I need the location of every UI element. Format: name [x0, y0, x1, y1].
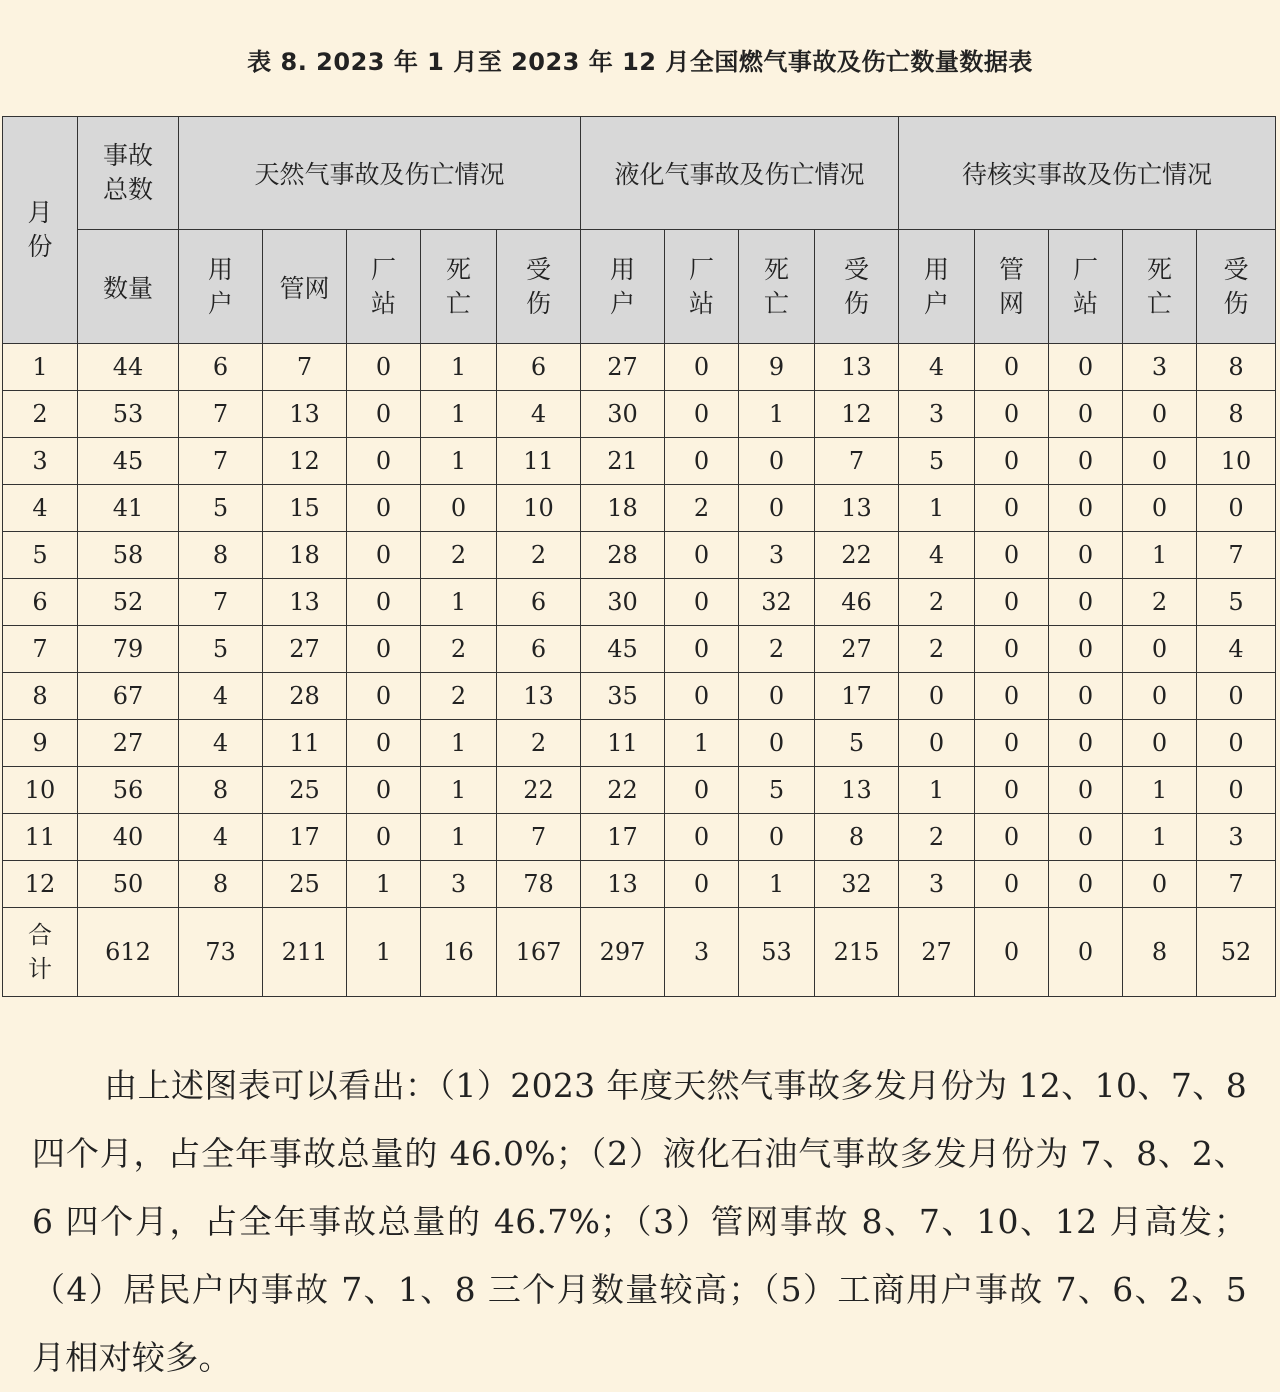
table-cell: 11 — [497, 438, 581, 485]
table-cell: 17 — [263, 814, 347, 861]
table-cell: 0 — [1123, 438, 1197, 485]
table-cell: 0 — [975, 767, 1049, 814]
month-cell: 10 — [3, 767, 78, 814]
table-cell: 3 — [1197, 814, 1276, 861]
table-cell: 35 — [581, 673, 665, 720]
table-row — [3, 673, 1276, 720]
table-cell: 10 — [1197, 438, 1276, 485]
table-cell: 1 — [421, 814, 497, 861]
table-cell: 1 — [665, 720, 739, 767]
table-cell: 1 — [899, 767, 975, 814]
table-cell: 1 — [1123, 814, 1197, 861]
table-cell: 44 — [78, 344, 179, 391]
total-cell: 53 — [739, 908, 815, 997]
table-cell: 4 — [179, 673, 263, 720]
table-cell: 8 — [179, 767, 263, 814]
table-cell: 5 — [739, 767, 815, 814]
table-cell: 0 — [1123, 391, 1197, 438]
table-cell: 27 — [815, 626, 899, 673]
table-cell: 0 — [347, 485, 421, 532]
table-cell: 0 — [975, 485, 1049, 532]
table-cell: 0 — [1123, 861, 1197, 908]
header-lpg-injury: 受伤 — [815, 230, 899, 344]
table-cell: 0 — [665, 767, 739, 814]
table-cell: 0 — [739, 673, 815, 720]
total-row — [3, 908, 1276, 997]
total-cell: 52 — [1197, 908, 1276, 997]
table-cell: 0 — [975, 438, 1049, 485]
table-cell: 0 — [739, 438, 815, 485]
table-cell: 0 — [347, 720, 421, 767]
month-cell: 9 — [3, 720, 78, 767]
table-cell: 13 — [581, 861, 665, 908]
table-cell: 30 — [581, 579, 665, 626]
table-cell: 1 — [421, 438, 497, 485]
total-cell: 8 — [1123, 908, 1197, 997]
table-cell: 27 — [78, 720, 179, 767]
header-ng-user: 用户 — [179, 230, 263, 344]
table-cell: 46 — [815, 579, 899, 626]
header-lpg-user: 用户 — [581, 230, 665, 344]
table-cell: 0 — [421, 485, 497, 532]
table-cell: 7 — [815, 438, 899, 485]
table-cell: 8 — [1197, 391, 1276, 438]
table-cell: 0 — [1049, 626, 1123, 673]
table-cell: 8 — [815, 814, 899, 861]
summary-text: 由上述图表可以看出：（1）2023 年度天然气事故多发月份为 12、10、7、8 四个月，占全年事故总量的 46.0%；（2）液化石油气事故多发月份为 7、8、2、6 四个月，占全年事故总量的 46.7%；（3）管网事故 8、7、10、12 月高发；（4）居民户内事故 7、1、8 三个月数量较高；（5）工商用户事故 7、6、2、5 月相对较多。 — [32, 1066, 1247, 1377]
header-ng-death: 死亡 — [421, 230, 497, 344]
table-cell: 4 — [179, 814, 263, 861]
total-cell: 612 — [78, 908, 179, 997]
summary-paragraph — [32, 1052, 1247, 1392]
table-cell: 2 — [497, 532, 581, 579]
table-cell: 13 — [263, 579, 347, 626]
total-cell: 215 — [815, 908, 899, 997]
month-cell: 11 — [3, 814, 78, 861]
header-pending-station: 厂站 — [1049, 230, 1123, 344]
table-cell: 1 — [739, 391, 815, 438]
table-cell: 0 — [665, 673, 739, 720]
table-cell: 27 — [581, 344, 665, 391]
table-cell: 6 — [497, 579, 581, 626]
table-cell: 0 — [1049, 720, 1123, 767]
table-cell: 0 — [347, 814, 421, 861]
table-cell: 13 — [815, 485, 899, 532]
table-cell: 1 — [421, 720, 497, 767]
table-cell: 2 — [899, 579, 975, 626]
table-cell: 0 — [1049, 579, 1123, 626]
header-natural-gas: 天然气事故及伤亡情况 — [179, 117, 581, 230]
table-cell: 2 — [665, 485, 739, 532]
table-cell: 1 — [1123, 532, 1197, 579]
table-cell: 28 — [263, 673, 347, 720]
table-cell: 0 — [1049, 485, 1123, 532]
table-cell: 12 — [263, 438, 347, 485]
month-cell: 4 — [3, 485, 78, 532]
table-row — [3, 485, 1276, 532]
month-cell: 2 — [3, 391, 78, 438]
table-cell: 4 — [179, 720, 263, 767]
table-cell: 1 — [347, 861, 421, 908]
table-cell: 0 — [975, 861, 1049, 908]
table-cell: 18 — [581, 485, 665, 532]
table-cell: 0 — [1049, 438, 1123, 485]
table-cell: 0 — [665, 391, 739, 438]
table-cell: 5 — [815, 720, 899, 767]
table-cell: 2 — [1123, 579, 1197, 626]
table-cell: 8 — [1197, 344, 1276, 391]
table-cell: 0 — [975, 579, 1049, 626]
table-cell: 0 — [1123, 626, 1197, 673]
table-cell: 2 — [899, 626, 975, 673]
table-cell: 3 — [739, 532, 815, 579]
month-cell: 7 — [3, 626, 78, 673]
table-row — [3, 720, 1276, 767]
total-cell: 0 — [1049, 908, 1123, 997]
table-cell: 0 — [1123, 673, 1197, 720]
table-cell: 1 — [421, 579, 497, 626]
table-cell: 78 — [497, 861, 581, 908]
table-cell: 6 — [497, 626, 581, 673]
table-cell: 22 — [815, 532, 899, 579]
table-cell: 2 — [739, 626, 815, 673]
table-cell: 0 — [1049, 673, 1123, 720]
table-cell: 0 — [739, 485, 815, 532]
header-pending: 待核实事故及伤亡情况 — [899, 117, 1276, 230]
table-cell: 7 — [179, 438, 263, 485]
table-row — [3, 861, 1276, 908]
table-row — [3, 438, 1276, 485]
table-cell: 0 — [1049, 532, 1123, 579]
table-cell: 22 — [497, 767, 581, 814]
table-cell: 0 — [1049, 767, 1123, 814]
table-cell: 13 — [497, 673, 581, 720]
month-cell: 1 — [3, 344, 78, 391]
table-cell: 3 — [1123, 344, 1197, 391]
table-row — [3, 344, 1276, 391]
table-cell: 0 — [975, 344, 1049, 391]
table-cell: 0 — [975, 532, 1049, 579]
total-cell: 297 — [581, 908, 665, 997]
table-cell: 0 — [347, 767, 421, 814]
table-cell: 0 — [665, 438, 739, 485]
table-cell: 0 — [665, 861, 739, 908]
table-cell: 8 — [179, 532, 263, 579]
header-ng-injury: 受伤 — [497, 230, 581, 344]
table-row — [3, 579, 1276, 626]
table-cell: 0 — [1123, 720, 1197, 767]
table-cell: 0 — [1197, 673, 1276, 720]
table-cell: 0 — [347, 626, 421, 673]
table-cell: 0 — [975, 720, 1049, 767]
table-cell: 0 — [739, 720, 815, 767]
table-cell: 52 — [78, 579, 179, 626]
total-cell: 167 — [497, 908, 581, 997]
table-cell: 10 — [497, 485, 581, 532]
table-cell: 13 — [815, 344, 899, 391]
table-cell: 0 — [1197, 767, 1276, 814]
table-cell: 7 — [179, 579, 263, 626]
header-pending-pipe: 管网 — [975, 230, 1049, 344]
table-cell: 0 — [1049, 861, 1123, 908]
table-cell: 0 — [1123, 485, 1197, 532]
header-ng-pipe: 管网 — [263, 230, 347, 344]
table-cell: 0 — [1197, 485, 1276, 532]
table-cell: 50 — [78, 861, 179, 908]
header-pending-death: 死亡 — [1123, 230, 1197, 344]
table-cell: 8 — [179, 861, 263, 908]
table-cell: 41 — [78, 485, 179, 532]
table-cell: 1 — [899, 485, 975, 532]
total-cell: 3 — [665, 908, 739, 997]
table-row — [3, 626, 1276, 673]
table-cell: 25 — [263, 767, 347, 814]
table-row — [3, 532, 1276, 579]
table-cell: 11 — [581, 720, 665, 767]
table-cell: 1 — [421, 344, 497, 391]
table-body — [3, 344, 1276, 997]
table-cell: 0 — [347, 391, 421, 438]
total-label: 合计 — [3, 908, 78, 997]
table-cell: 13 — [815, 767, 899, 814]
table-cell: 1 — [421, 767, 497, 814]
table-cell: 2 — [421, 626, 497, 673]
table-cell: 32 — [739, 579, 815, 626]
table-cell: 12 — [815, 391, 899, 438]
table-cell: 5 — [899, 438, 975, 485]
total-cell: 16 — [421, 908, 497, 997]
table-cell: 32 — [815, 861, 899, 908]
table-cell: 1 — [421, 391, 497, 438]
header-month: 月份 — [3, 117, 78, 344]
header-lpg: 液化气事故及伤亡情况 — [581, 117, 899, 230]
table-cell: 67 — [78, 673, 179, 720]
table-cell: 4 — [899, 344, 975, 391]
table-cell: 2 — [899, 814, 975, 861]
table-cell: 45 — [581, 626, 665, 673]
table-cell: 15 — [263, 485, 347, 532]
table-cell: 3 — [421, 861, 497, 908]
table-cell: 0 — [975, 814, 1049, 861]
table-row — [3, 391, 1276, 438]
table-cell: 0 — [1197, 720, 1276, 767]
table-cell: 0 — [975, 626, 1049, 673]
table-cell: 0 — [665, 579, 739, 626]
header-lpg-station: 厂站 — [665, 230, 739, 344]
table-cell: 3 — [899, 861, 975, 908]
table-cell: 7 — [179, 391, 263, 438]
month-cell: 6 — [3, 579, 78, 626]
table-cell: 7 — [497, 814, 581, 861]
table-cell: 0 — [347, 579, 421, 626]
table-cell: 17 — [815, 673, 899, 720]
table-cell: 4 — [497, 391, 581, 438]
table-cell: 27 — [263, 626, 347, 673]
table-cell: 28 — [581, 532, 665, 579]
table-cell: 79 — [78, 626, 179, 673]
table-cell: 1 — [739, 861, 815, 908]
table-cell: 2 — [497, 720, 581, 767]
table-cell: 5 — [179, 626, 263, 673]
total-cell: 27 — [899, 908, 975, 997]
table-cell: 0 — [665, 626, 739, 673]
table-cell: 0 — [899, 673, 975, 720]
table-cell: 17 — [581, 814, 665, 861]
table-cell: 7 — [263, 344, 347, 391]
table-cell: 2 — [421, 532, 497, 579]
table-cell: 5 — [179, 485, 263, 532]
header-pending-user: 用户 — [899, 230, 975, 344]
month-cell: 12 — [3, 861, 78, 908]
table-cell: 1 — [1123, 767, 1197, 814]
table-cell: 0 — [347, 673, 421, 720]
table-cell: 4 — [899, 532, 975, 579]
table-cell: 0 — [347, 438, 421, 485]
table-row — [3, 814, 1276, 861]
table-cell: 9 — [739, 344, 815, 391]
header-lpg-death: 死亡 — [739, 230, 815, 344]
table-cell: 0 — [665, 814, 739, 861]
table-cell: 21 — [581, 438, 665, 485]
total-cell: 211 — [263, 908, 347, 997]
table-cell: 45 — [78, 438, 179, 485]
header-ng-station: 厂站 — [347, 230, 421, 344]
month-cell: 8 — [3, 673, 78, 720]
table-title: 表 8. 2023 年 1 月至 2023 年 12 月全国燃气事故及伤亡数量数据表 — [247, 48, 1033, 76]
table-cell: 11 — [263, 720, 347, 767]
table-cell: 0 — [665, 532, 739, 579]
table-cell: 4 — [1197, 626, 1276, 673]
header-pending-injury: 受伤 — [1197, 230, 1276, 344]
total-cell: 73 — [179, 908, 263, 997]
total-cell: 1 — [347, 908, 421, 997]
table-cell: 18 — [263, 532, 347, 579]
table-cell: 7 — [1197, 861, 1276, 908]
table-cell: 40 — [78, 814, 179, 861]
table-cell: 0 — [899, 720, 975, 767]
header-count: 数量 — [78, 230, 179, 344]
total-cell: 0 — [975, 908, 1049, 997]
table-cell: 22 — [581, 767, 665, 814]
gas-accident-table — [2, 116, 1276, 997]
table-cell: 0 — [1049, 344, 1123, 391]
table-cell: 0 — [975, 673, 1049, 720]
table-cell: 13 — [263, 391, 347, 438]
table-cell: 0 — [665, 344, 739, 391]
header-total-group: 事故总数 — [78, 117, 179, 230]
table-cell: 0 — [1049, 391, 1123, 438]
table-cell: 0 — [739, 814, 815, 861]
table-cell: 0 — [1049, 814, 1123, 861]
table-cell: 2 — [421, 673, 497, 720]
table-cell: 30 — [581, 391, 665, 438]
table-cell: 0 — [975, 391, 1049, 438]
table-row — [3, 767, 1276, 814]
table-cell: 5 — [1197, 579, 1276, 626]
table-cell: 58 — [78, 532, 179, 579]
table-cell: 7 — [1197, 532, 1276, 579]
table-cell: 53 — [78, 391, 179, 438]
table-cell: 25 — [263, 861, 347, 908]
table-cell: 6 — [497, 344, 581, 391]
table-cell: 6 — [179, 344, 263, 391]
table-cell: 3 — [899, 391, 975, 438]
month-cell: 5 — [3, 532, 78, 579]
table-cell: 56 — [78, 767, 179, 814]
table-cell: 0 — [347, 532, 421, 579]
table-cell: 0 — [347, 344, 421, 391]
month-cell: 3 — [3, 438, 78, 485]
